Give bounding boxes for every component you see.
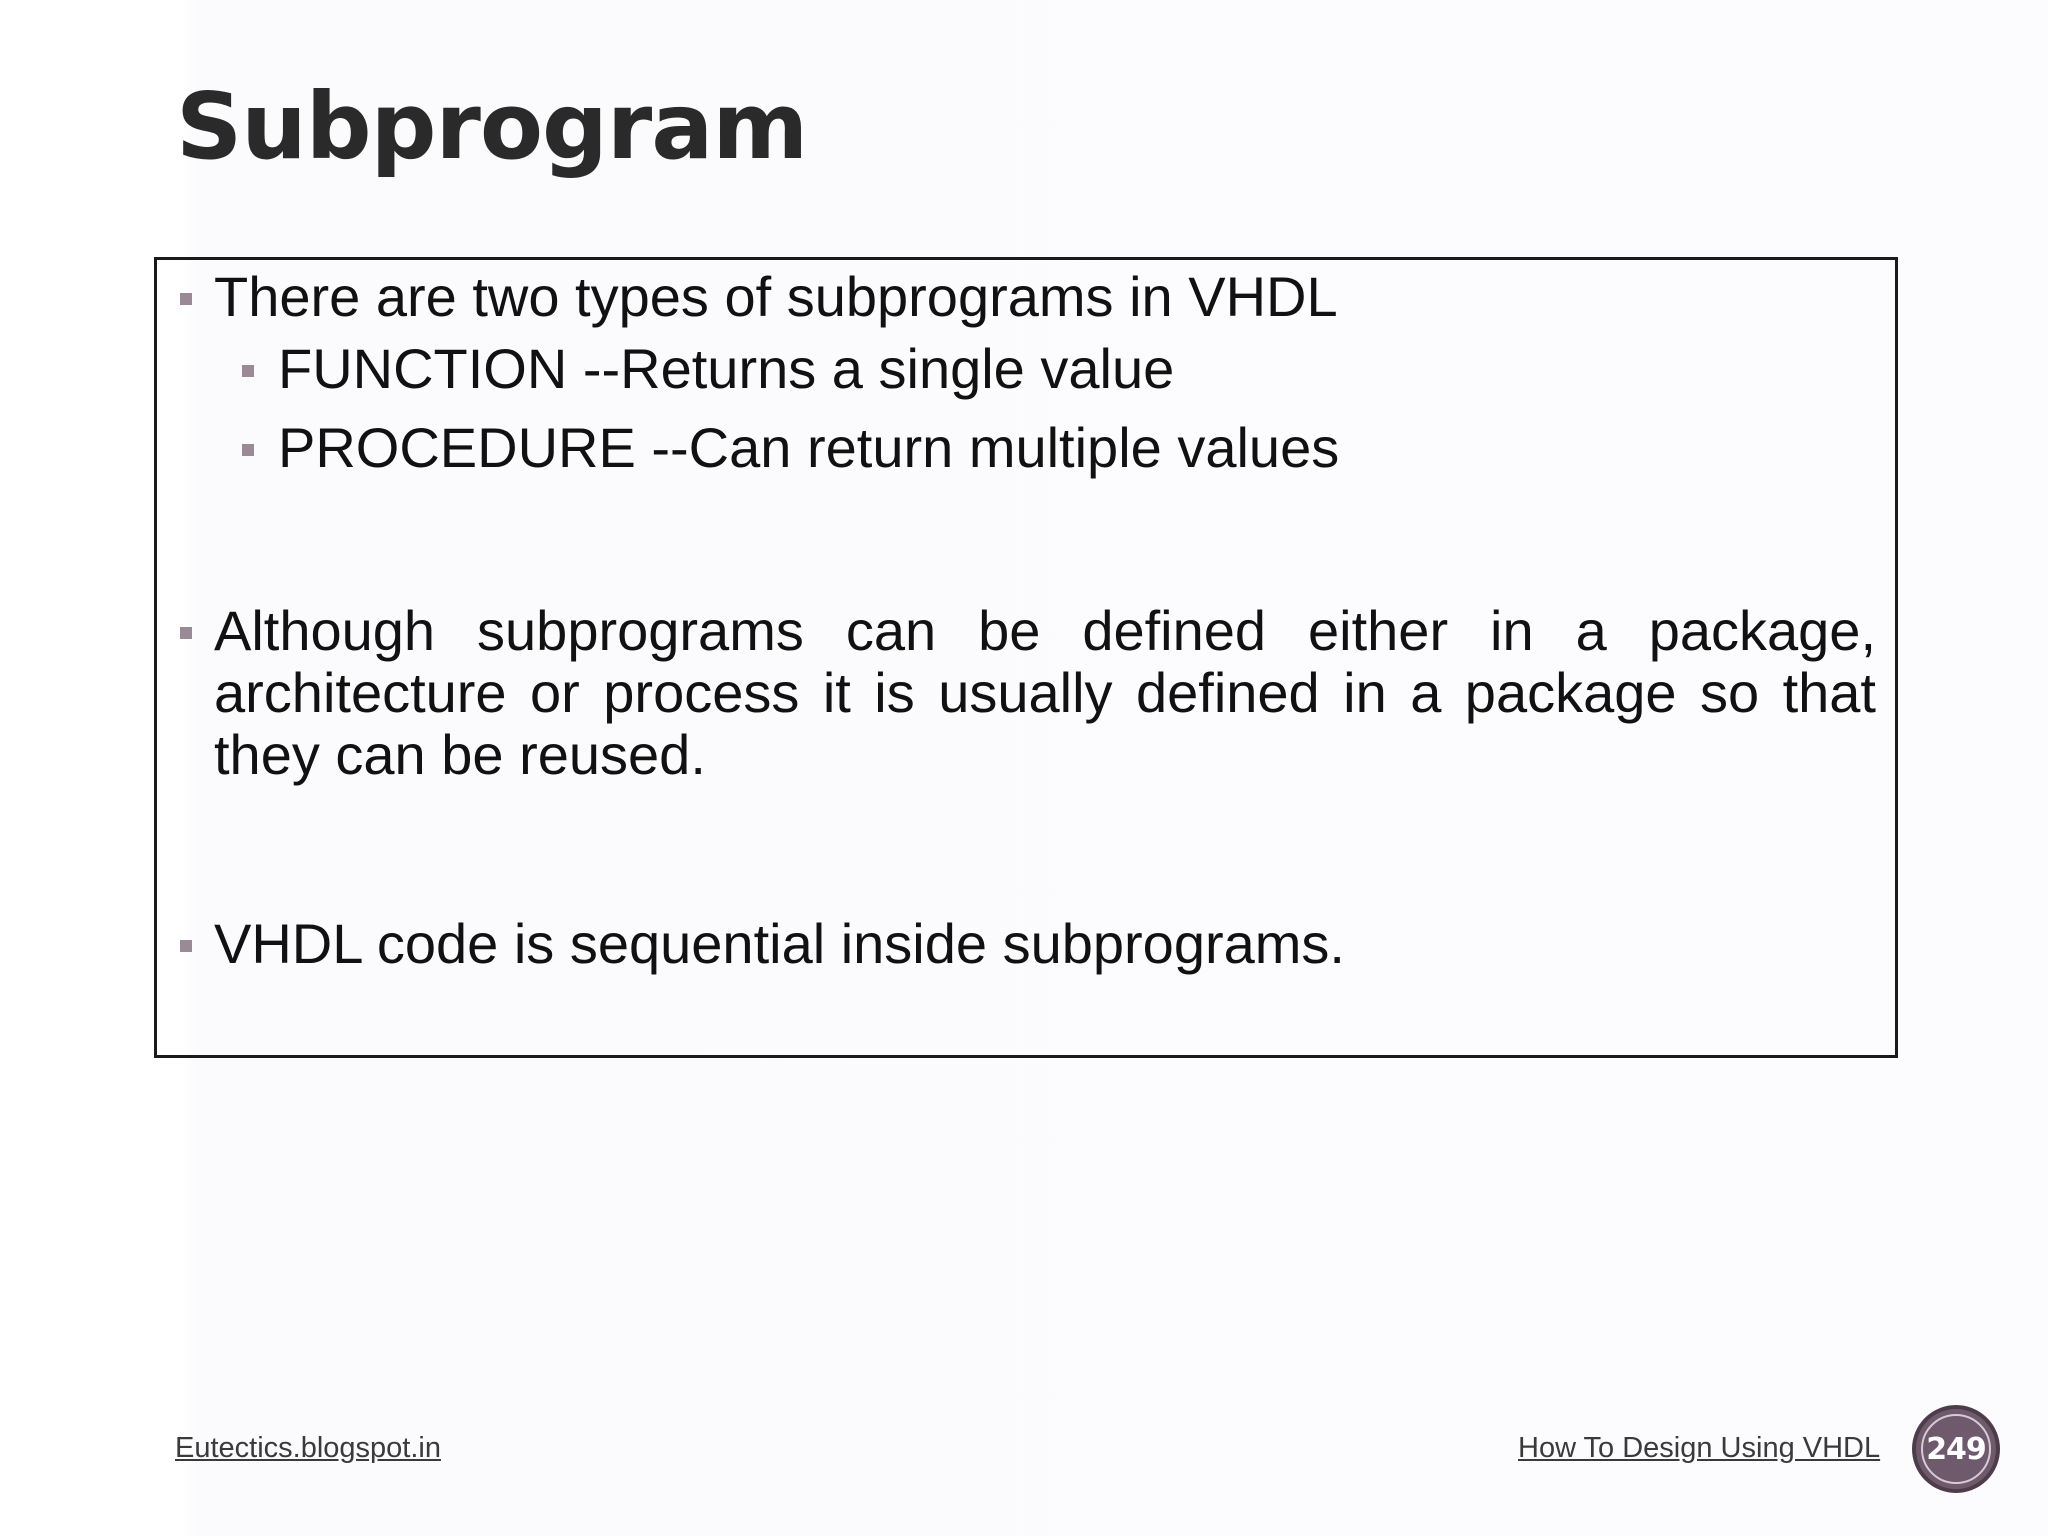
bullet-square-icon — [242, 444, 254, 456]
bullet-item — [180, 600, 1876, 786]
footer-title-link[interactable]: How To Design Using VHDL — [1518, 1432, 1881, 1464]
slide-title: Subprogram — [176, 73, 808, 180]
bullet-square-icon — [180, 627, 192, 639]
bullet-text: VHDL code is sequential inside subprograms. — [214, 912, 1345, 975]
footer-blog-link[interactable]: Eutectics.blogspot.in — [175, 1432, 441, 1464]
bullet-text: FUNCTION --Returns a single value — [278, 337, 1175, 400]
page-number: 249 — [1921, 1414, 1991, 1484]
bullet-square-icon — [180, 940, 192, 952]
bullet-text: There are two types of subprograms in VHDL — [214, 265, 1338, 328]
bullet-text: Although subprograms can be defined either in a package, architecture or process it is usually defined in a package so that they can be reused. — [214, 599, 1876, 786]
page-number-badge — [1912, 1405, 2000, 1493]
sub-bullet-item — [242, 417, 1339, 479]
bullet-item — [180, 913, 1345, 975]
sub-bullet-item — [242, 338, 1174, 400]
bullet-square-icon — [180, 293, 192, 305]
bullet-square-icon — [242, 365, 254, 377]
bullet-text: PROCEDURE --Can return multiple values — [278, 416, 1340, 479]
bullet-item — [180, 266, 1338, 328]
